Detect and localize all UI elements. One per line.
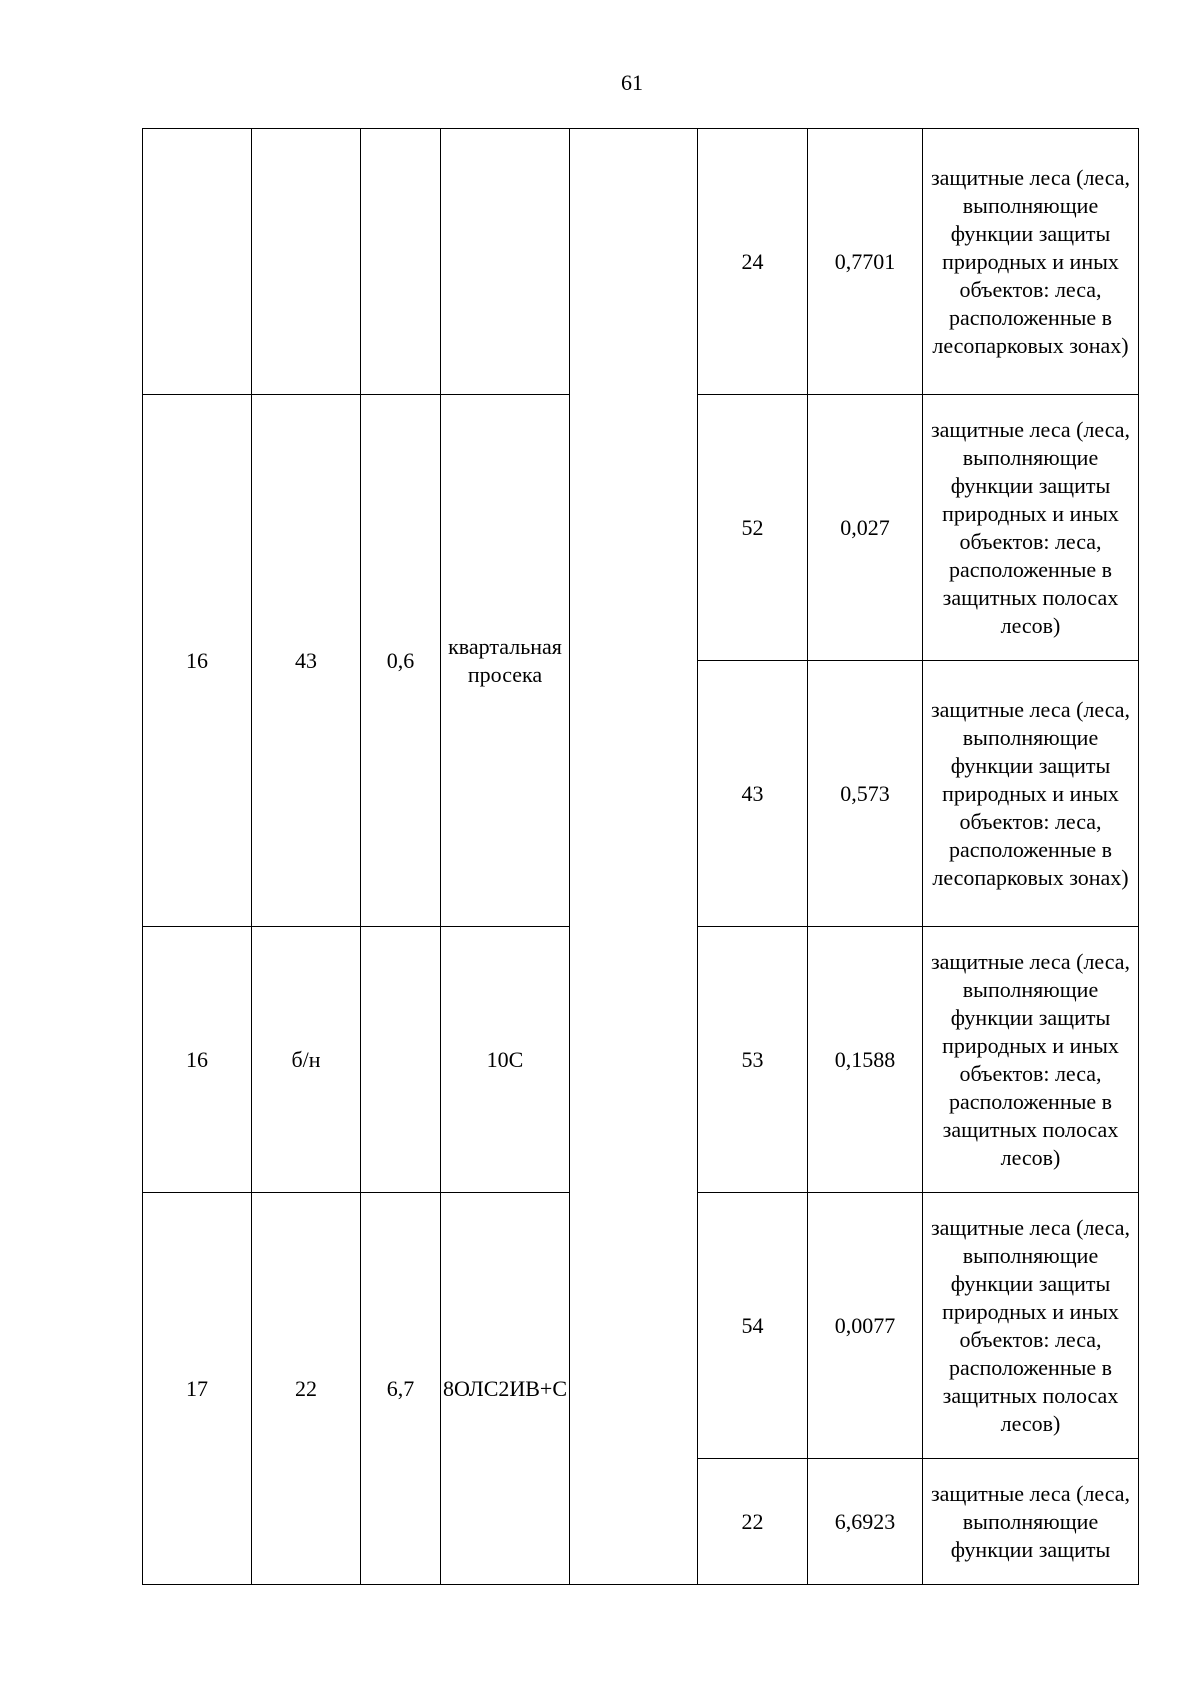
merged-empty-cell bbox=[570, 129, 698, 1585]
page-number: 61 bbox=[621, 70, 643, 95]
composition-cell: 8ОЛС2ИВ+С bbox=[441, 1193, 570, 1585]
table-row bbox=[698, 1459, 1139, 1585]
category-cell: защитные леса (леса, выполняющие функции защиты природных и иных объектов: леса, расположенные в лесопарковых зонах) bbox=[923, 661, 1139, 927]
vydel-cell: 24 bbox=[698, 129, 808, 395]
vydel-cell bbox=[252, 129, 361, 395]
table-row bbox=[698, 1193, 1139, 1459]
table-row bbox=[143, 129, 698, 395]
kvartal-cell: 16 bbox=[143, 927, 252, 1193]
vydel-cell: б/н bbox=[252, 927, 361, 1193]
category-cell: защитные леса (леса, выполняющие функции защиты природных и иных объектов: леса, расположенные в защитных полосах лесов) bbox=[923, 1193, 1139, 1459]
category-cell: защитные леса (леса, выполняющие функции защиты природных и иных объектов: леса, расположенные в защитных полосах лесов) bbox=[923, 395, 1139, 661]
area-cell: 6,6923 bbox=[808, 1459, 923, 1585]
area-cell: 0,0077 bbox=[808, 1193, 923, 1459]
category-cell: защитные леса (леса, выполняющие функции защиты природных и иных объектов: леса, расположенные в лесопарковых зонах) bbox=[923, 129, 1139, 395]
area-cell bbox=[361, 927, 441, 1193]
vydel-cell: 54 bbox=[698, 1193, 808, 1459]
table-row bbox=[698, 927, 1139, 1193]
vydel-cell: 22 bbox=[698, 1459, 808, 1585]
area-cell: 0,6 bbox=[361, 395, 441, 927]
vydel-cell: 53 bbox=[698, 927, 808, 1193]
vydel-cell: 43 bbox=[698, 661, 808, 927]
vydel-cell: 43 bbox=[252, 395, 361, 927]
kvartal-cell bbox=[143, 129, 252, 395]
area-cell: 0,7701 bbox=[808, 129, 923, 395]
table-row bbox=[698, 395, 1139, 661]
vydel-cell: 22 bbox=[252, 1193, 361, 1585]
table-row bbox=[698, 661, 1139, 927]
vydel-cell: 52 bbox=[698, 395, 808, 661]
area-cell: 0,1588 bbox=[808, 927, 923, 1193]
category-cell: защитные леса (леса, выполняющие функции защиты природных и иных объектов: леса, расположенные в защитных полосах лесов) bbox=[923, 927, 1139, 1193]
composition-cell bbox=[441, 129, 570, 395]
area-cell bbox=[361, 129, 441, 395]
category-cell: защитные леса (леса, выполняющие функции защиты bbox=[923, 1459, 1139, 1585]
area-cell: 0,573 bbox=[808, 661, 923, 927]
right-table bbox=[697, 128, 1139, 1585]
kvartal-cell: 17 bbox=[143, 1193, 252, 1585]
left-table bbox=[142, 128, 698, 1585]
kvartal-cell: 16 bbox=[143, 395, 252, 927]
composition-cell: 10С bbox=[441, 927, 570, 1193]
area-cell: 6,7 bbox=[361, 1193, 441, 1585]
area-cell: 0,027 bbox=[808, 395, 923, 661]
composition-cell: квартальная просека bbox=[441, 395, 570, 927]
table-row bbox=[698, 129, 1139, 395]
